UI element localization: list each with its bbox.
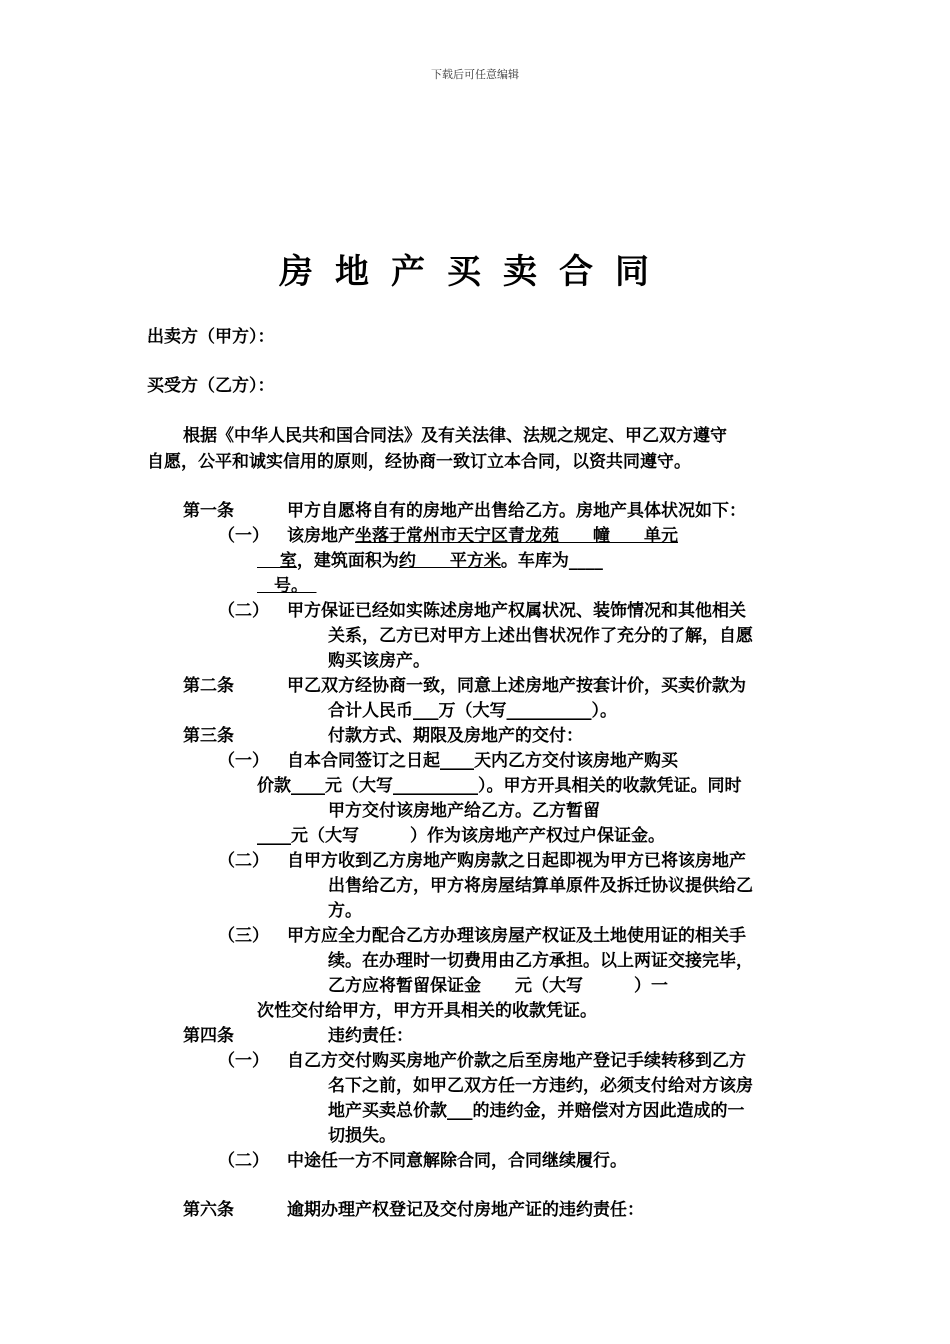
article-1-clause-2-line-2: 关系，乙方已对甲方上述出售状况作了充分的了解，自愿 bbox=[328, 626, 753, 646]
article-3-clause-3-line-3: 乙方应将暂留保证金 元（大写 ）一 bbox=[328, 976, 668, 996]
article-3-clause-1-line-4: ____元（大写 ）作为该房地产产权过户保证金。 bbox=[257, 826, 665, 846]
seller-label: 出卖方（甲方）： bbox=[147, 327, 275, 347]
article-3-clause-1-line-2: 价款____元（大写__________）。甲方开具相关的收款凭证。同时 bbox=[257, 776, 742, 796]
document-title: 房地产买卖合同 bbox=[279, 252, 671, 292]
article-4-clause-1-label: （一） bbox=[218, 1051, 269, 1071]
article-3-clause-1-line-1: 自本合同签订之日起____天内乙方交付该房地产购买 bbox=[287, 751, 678, 771]
page-header-note: 下载后可任意编辑 bbox=[431, 68, 519, 81]
article-1-text: 甲方自愿将自有的房地产出售给乙方。房地产具体状况如下： bbox=[287, 501, 746, 521]
article-1-clause-2-line-3: 购买该房产。 bbox=[328, 651, 430, 671]
article-3-clause-3-label: （三） bbox=[218, 926, 269, 946]
article-3-clause-1-label: （一） bbox=[218, 751, 269, 771]
article-1-clause-1-line-1 bbox=[287, 526, 678, 546]
article-4-clause-2-label: （二） bbox=[218, 1151, 269, 1171]
article-1-clause-1-line-3 bbox=[257, 576, 317, 596]
article-3-clause-3-line-1: 甲方应全力配合乙方办理该房屋产权证及土地使用证的相关手 bbox=[287, 926, 746, 946]
article-4-clause-1-line-4: 切损失。 bbox=[328, 1126, 396, 1146]
room-field: 室 bbox=[257, 551, 297, 571]
article-1-clause-2-label: （二） bbox=[218, 601, 269, 621]
area-label: ，建筑面积为 bbox=[296, 551, 399, 571]
buyer-label: 买受方（乙方）： bbox=[147, 376, 275, 396]
article-4-clause-1-line-3: 地产买卖总价款___的违约金，并赔偿对方因此造成的一 bbox=[328, 1101, 745, 1121]
article-3-text: 付款方式、期限及房地产的交付： bbox=[328, 726, 583, 746]
article-4-clause-2-line-1: 中途任一方不同意解除合同，合同继续履行。 bbox=[287, 1151, 627, 1171]
article-1-clause-1-line-2 bbox=[257, 551, 603, 571]
article-4-text: 违约责任： bbox=[328, 1026, 413, 1046]
area-field: 约 平方米 bbox=[398, 551, 501, 571]
garage-number-field: 号。 bbox=[257, 576, 317, 596]
preamble-line-1: 根据《中华人民共和国合同法》及有关法律、法规之规定、甲乙双方遵守 bbox=[183, 426, 727, 446]
preamble-line-2: 自愿，公平和诚实信用的原则，经协商一致订立本合同，以资共同遵守。 bbox=[147, 452, 691, 472]
garage-label: 。车库为____ bbox=[500, 551, 603, 571]
article-6-label: 第六条 bbox=[183, 1200, 234, 1220]
article-3-clause-2-label: （二） bbox=[218, 851, 269, 871]
article-3-clause-2-line-3: 方。 bbox=[328, 901, 362, 921]
location-prefix: 该房地产 bbox=[287, 526, 355, 546]
location-field: 坐落于常州市天宁区青龙苑 幢 单元 bbox=[355, 526, 678, 546]
article-3-clause-3-line-4: 次性交付给甲方，甲方开具相关的收款凭证。 bbox=[257, 1001, 597, 1021]
article-4-clause-1-line-2: 名下之前，如甲乙双方任一方违约，必须支付给对方该房 bbox=[328, 1076, 753, 1096]
article-1-clause-2-line-1: 甲方保证已经如实陈述房地产权属状况、装饰情况和其他相关 bbox=[287, 601, 746, 621]
article-1-label: 第一条 bbox=[183, 501, 234, 521]
article-2-line-2: 合计人民币___万（大写__________）。 bbox=[328, 701, 617, 721]
article-6-text: 逾期办理产权登记及交付房地产证的违约责任： bbox=[287, 1200, 644, 1220]
article-1-clause-1-label: （一） bbox=[218, 526, 269, 546]
article-3-label: 第三条 bbox=[183, 726, 234, 746]
article-3-clause-2-line-1: 自甲方收到乙方房地产购房款之日起即视为甲方已将该房地产 bbox=[287, 851, 746, 871]
article-2-label: 第二条 bbox=[183, 676, 234, 696]
article-3-clause-3-line-2: 续。在办理时一切费用由乙方承担。以上两证交接完毕， bbox=[328, 951, 753, 971]
article-2-line-1: 甲乙双方经协商一致，同意上述房地产按套计价，买卖价款为 bbox=[287, 676, 746, 696]
article-4-clause-1-line-1: 自乙方交付购买房地产价款之后至房地产登记手续转移到乙方 bbox=[287, 1051, 746, 1071]
article-3-clause-1-line-3: 甲方交付该房地产给乙方。乙方暂留 bbox=[328, 801, 600, 821]
article-4-label: 第四条 bbox=[183, 1026, 234, 1046]
article-3-clause-2-line-2: 出售给乙方，甲方将房屋结算单原件及拆迁协议提供给乙 bbox=[328, 876, 753, 896]
